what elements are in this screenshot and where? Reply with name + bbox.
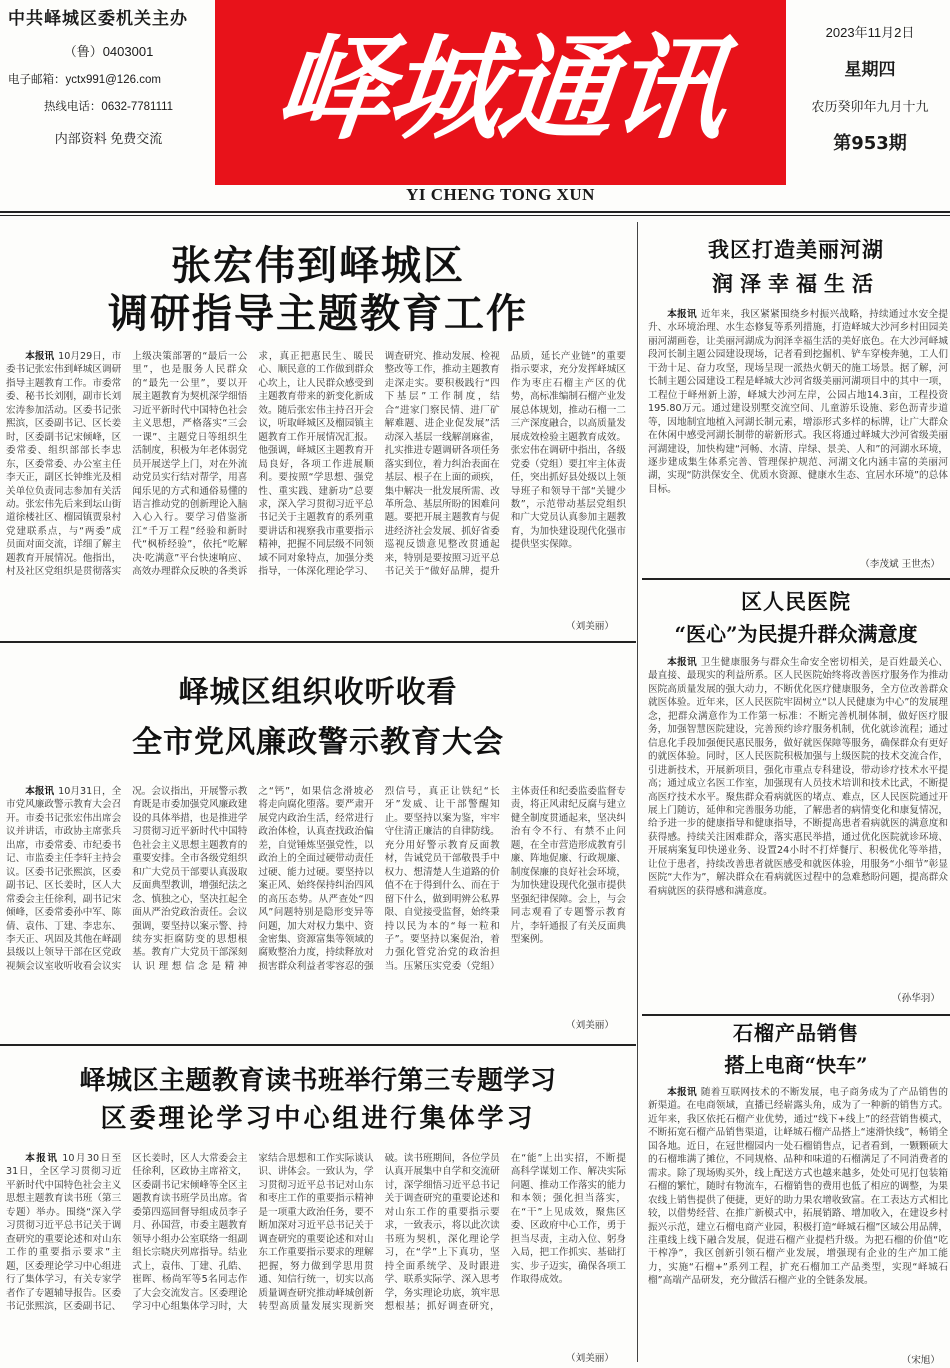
lead-tag: 本报讯 (667, 1087, 697, 1098)
registration-number: （鲁）0403001 (63, 44, 154, 59)
byline: （刘美丽） (566, 1020, 614, 1031)
article-text: 10月30日至31日，全区学习贯彻习近平新时代中国特色社会主义思想主题教育读书班（第三专题）举办。围绕“深入学习贯彻习近平总书记关于调查研究的重要论述和对山东工作的重要指示要求”主题，区委理论学习中心组进行了集体学习，有关专家学者作了专题辅导报告。区委书记张熙滨，区委副书记、区长姜时，区人大常委会主任徐利，区政协主席裕文，区委副书记宋倾峰等全区主题教育读书班学员出席。省委第四巡回督导组成员李子月、孙国营，市委主题教育领导小组办公室联络一组副组长宗晓庆列席指导。结业式上，袁伟、丁建、孔皓、崔晖、杨尚军等5名同志作了大会交流发言。区委理论学习中心组集体学习时，大家结合思想和工作实际谈认识、讲体会。一致认为，学习贯彻习近平总书记对山东和枣庄工作的重要指示精神是一项重大政治任务，要不断加深对习近平总书记关于调查研究的重要论述和对山东工作重要指示要求的理解把握，努力做到学思用贯通、知信行统一，切实以高质量调查研究推动峄城创新转型高质量发展实现新突破。读书班期间，各位学员认真开展集中自学和交流研讨，深学细悟习近平总书记关于调查研究的重要论述和对山东工作的重要指示要求，一致表示，将以此次读书班为契机，深化理论学习，在“学”上下真功，坚持全面系统学、及时跟进学、联系实际学、深入思考学，务实理论功底，筑牢思想根基；抓好调查研究，在“能”上出实招，不断提高科学谋划工作、解决实际问题、推动工作落实的能力和本领；强化担当落实，在“干”上见成效，聚焦区委、区政府中心工作，勇于担当尽责，主动入位、躬身入局，把工作抓实、基础打实、步子迈实，确保各项工作取得成效。 (6, 1153, 626, 1312)
headline-line-2: 区委理论学习中心组进行集体学习 (100, 1104, 536, 1134)
lunar-date: 农历癸卯年九月十九 (811, 100, 929, 115)
headline-line-1: 石榴产品销售 (733, 1021, 859, 1045)
masthead-left-info (0, 0, 213, 185)
headline-line-2: 搭上电商“快车” (724, 1053, 868, 1077)
article-text: 10月29日，市委书记张宏伟到峄城区调研指导主题教育工作。市委常委、秘书长刘刚，副市长刘宏涛参加活动。区委书记张熙滨，区委副书记、区长姜时，区委副书记宋倾峰，区委常委、组织部部长李忠东，区委常委、办公室主任李天正，副区长钟维光及相关单位负责同志参加有关活动。张宏伟先后来到坛山街道徐楼社区、榴园镇贾泉村党建联系点，与“两委”成员面对面交流，详细了解主题教育开展情况。他指出，村及社区党组织是贯彻落实上级决策部署的“最后一公里”，也是服务人民群众的“最先一公里”，要以开展主题教育为契机深学细悟习近平新时代中国特色社会主义思想，严格落实“三会一课”、主题党日等组织生活制度，积极为年老体弱党员开展送学上门，对在外流动党员实行结对帮学，用喜闻乐见的方式和通俗易懂的语言推动党的创新理论入脑入心入行。要学习借鉴浙江“千万工程”经验和新时代“枫桥经验”，依托“吃解决·吃满意”平台快速响应、高效办理群众反映的各类诉求，真正把惠民生、暖民心、顺民意的工作做到群众心坎上，让人民群众感受到主题教育带来的新变化新成效。随后张宏伟主持召开会议，听取峄城区及榴园镇主题教育工作开展情况汇报。他强调，峄城区主题教育开局良好，各项工作进展顺利。要按照“学思想、强党性、重实践、建新功”总要求，深入学习贯彻习近平总书记关于主题教育的系列重要讲话和视察我市重要指示精神，把握不同层级不同领域不同对象特点，加强分类指导，一体深化理论学习、调查研究、推动发展、检视整改等工作，推动主题教育走深走实。要积极践行“四下基层”工作制度，结合“进家门察民情、进厂矿解难题、进企业促发展”活动深入基层一线解剖麻雀，扎实推进专题调研各项任务落实到位，着力纠治表面在基层、根子在上面的顽疾，集中解决一批发展所需、改革所急、基层所盼的困难问题。要把开展主题教育与促进经济社会发展、抓好省委巡视反馈意见整改贯通起来，特别是要按照习近平总书记关于“做好品牌，提升品质，延长产业链”的重要指示要求，充分发挥峄城区作为枣庄石榴主产区的优势，高标准编制石榴产业发展总体规划，推动石榴一二三产深度融合，以高质量发展成效检验主题教育成效。张宏伟在调研中指出，各级党委（党组）要扛牢主体责任，突出抓好县处级以上领导班子和领导干部“关键少数”，示范带动基层党组织和广大党员认真参加主题教育，为加快建设现代化强市提供坚实保障。 (6, 351, 626, 578)
article-text: 10月31日，全市党风廉政警示教育大会召开。市委书记张宏伟出席会议并讲话，市政协主席张兵出席，市委常委、市纪委书记、市监委主任李轩主持会议。区委书记张熙滨，区委副书记、区长姜时，区人大常委会主任徐利，副书记宋倾峰，区委常委孙中军、陈倩、袁伟、丁建、李忠东、李天正、巩固及其他在峄副县级以上领导干部在区党政视频会议室收听收看会议实况。会议指出，开展警示教育既是市委加强党风廉政建设的具体举措，也是推进学习贯彻习近平新时代中国特色社会主义思想主题教育的重要安排。全市各级党组织和广大党员干部要认真汲取反面典型教训，增强纪法之念、慎独之心，坚决扛起全面从严治党政治责任。会议强调，要坚持以案示警、持续夯实拒腐防变的思想根基。教育广大党员干部深刻认识理想信念是精神之“钙”，如果信念滑坡必将走向腐化堕落。要严肃开展党内政治生活，经常进行政治体检，认真查找政治偏差，自觉锤炼坚强党性，以政治上的全面过硬带动责任过硬、能力过硬。要坚持以案正风、始终保持纠治四风的高压态势。从严查处“四风”问题特别是隐形变异等问题，加大对权力集中、资金密集、资源富集等领域的腐败整治力度，持续释放对损害群众利益者零容忍的强烈信号，真正让铁纪“长牙”发威、让干部警醒知止。要坚持以案为鉴，牢牢守住清正廉洁的自律防线。充分用好警示教育反面教材，告诫党员干部敬畏手中权力、想清楚人生道路的价值不在于得到什么、而在于留下什么，做到明辨公私界限、自觉接受监督，始终秉持以民为本的“每一粒和子”。要坚持以案促治，着力强化管党治党的政治担当。压紧压实党委（党组）主体责任和纪委监委监督专责，将正风肃纪反腐与建立健全制度贯通起来，坚决纠治有令不行、有禁不止问题，在全市营造形成教育引廉、阵地促廉、行政规廉、制度保廉的良好社会环境，为加快建设现代化强市提供坚强纪律保障。会上，与会同志观看了专题警示教育片，李轩通报了有关反面典型案例。 (6, 786, 626, 972)
issue-date: 2023年11月2日 (825, 25, 915, 40)
article-zhang-hongwei-visit (0, 218, 636, 638)
byline: （孙华羽） (892, 993, 940, 1004)
article-peoples-hospital (642, 580, 950, 1012)
column-divider (637, 222, 638, 1362)
masthead-rule-thin (0, 215, 950, 216)
issue-number: 第953期 (833, 133, 907, 154)
byline: （刘美丽） (566, 621, 614, 632)
lead-tag: 本报讯 (25, 1153, 59, 1164)
lead-tag: 本报讯 (25, 786, 55, 797)
masthead-rule (0, 211, 950, 213)
weekday: 星期四 (844, 60, 896, 80)
article-warning-education (0, 643, 636, 1043)
masthead (0, 0, 950, 218)
lead-tag: 本报讯 (25, 351, 55, 362)
article-body (648, 1086, 948, 1350)
article-beautiful-rivers (642, 222, 950, 574)
headline-line-2: “医心”为民提升群众满意度 (674, 622, 918, 646)
lead-tag: 本报讯 (667, 309, 697, 320)
article-text: 卫生健康服务与群众生命安全密切相关，是百姓最关心、最直接、最现实的利益所系。区人民医院始终将改善医疗服务作为推动医院高质量发展的强大动力，不断优化医疗健康服务，全方位改善群众就医体验。近年来，区人民医院牢固树立“以人民健康为中心”的发展理念，把群众满意作为工作第一标准：不断完善机制体制，做好医疗服务，加强智慧医院建设，完善预约诊疗服务机制，优化就诊流程；通过信息化手段加强便民惠民服务，做好就医保障等服务，确保群众有更好的就医体验。同时，区人民医院积极加强与上级医院的技术交流合作，引进新技术，开展新项目，强化市重点专科建设，带动诊疗技术水平提高；通过成立名医工作室，加强现有人员技术培训和技术比武，不断提高医疗技术水平。聚焦群众看病就医的堵点、难点，区人民医院通过开展上门随访，延伸和完善服务功能，了解患者的病情变化和康复情况，给予进一步的健康指导和健康指导，不断提高患者看病就医的满意度和获得感。持续关注困难群众，落实惠民举措，通过优化医院就诊环境、开展病案复印快递业务、设置24小时不打烊餐厅、积极优化等举措，让位于患者，持续改善患者就医感受和就医体验，用服务“小细节”彰显医院“大作为”，解决群众在看病就医过程中的急难愁盼问题，提高群众看病就医的获得感和满意度。 (648, 657, 948, 897)
internal-note: 内部资料 免费交流 (54, 131, 163, 146)
article-body (648, 656, 948, 990)
organizer: 中共峄城区委机关主办 (8, 9, 188, 29)
email-line: 电子邮箱：yctx991@126.com (8, 74, 161, 86)
article-body (648, 308, 948, 558)
masthead-brand-panel (215, 0, 786, 185)
headline-line-1: 张宏伟到峄城区 (171, 243, 465, 289)
byline: （宋旭） (901, 1355, 940, 1366)
hotline: 热线电话：0632-7781111 (43, 101, 174, 113)
newspaper-logo: 峄城通讯 (269, 21, 732, 155)
article-pomegranate-ecommerce (642, 1016, 950, 1368)
headline-line-1: 峄城区组织收听收看 (178, 675, 458, 710)
article-body (6, 350, 626, 628)
headline-line-1: 区人民医院 (741, 589, 851, 614)
article-text: 随着互联网技术的不断发展，电子商务成为了产品销售的新渠道。在电商领域，直播已经崭露头角，成为了一种新的销售方式。近年来，我区依托石榴产业优势，通过“线下+线上”的经营销售模式，不断拓宽石榴产品销售渠道，让峄城石榴产品搭上“速滑快线”，畅销全国各地。近日，在冠世榴园内一处石榴销售点，记者看到，一颗颗硕大的石榴堆满了摊位，不同规格、品种和味道的石榴满足了不同消费者的需求。除了现场购买外，线上配送方式也越来越多，处处可见打包装箱石榴的繁忙，随时有物流车，石榴销售的费用也低了相应的调整，为果农线上销售提供了便捷，更好的助力果农增收致富。在工表达方式相比较，以借势经营、在推广新模式中，拓展销路、增加收入，在建设乡村振兴示范，建立石榴电商产业园，积极打造“峄城石榴”区域公用品牌，注重线上线下融合发展，促进石榴产业提档升级。为把石榴的价值“吃干榨净”，我区创新引领石榴产业发展，增强现有企业的生产加工能力，实施“石榴+”系列工程，扩充石榴加工产品类型，实现“峄城石榴”高端产品研发，充分做活石榴产业的全链条发展。 (648, 1087, 948, 1287)
byline: （李茂斌 王世杰） (860, 559, 940, 570)
byline: （刘美丽） (566, 1353, 614, 1364)
headline-line-2: 调研指导主题教育工作 (108, 291, 528, 337)
headline-line-2: 润泽幸福生活 (712, 271, 880, 296)
headline-line-1: 我区打造美丽河湖 (708, 237, 884, 262)
headline-line-2: 全市党风廉政警示教育大会 (132, 725, 504, 760)
newspaper-pinyin: YI CHENG TONG XUN (406, 185, 595, 204)
article-body (6, 1152, 626, 1354)
masthead-date-info (790, 0, 950, 185)
lead-tag: 本报讯 (667, 657, 697, 668)
article-text: 近年来，我区紧紧围绕乡村振兴战略，持续通过水安全提升、水环境治理、水生态修复等系列措施，打造峄城大沙河乡村田园美丽河湖画卷，让美丽河湖成为润泽幸福生活的美好底色。在大沙河峄城段河长制主题公园建设现场，记者看到挖掘机、铲车穿梭奔驰，工人们干劲十足、奋力攻坚，现场呈现一派热火朝天的施工场景。据了解，河长制主题公园建设工程是峄城大沙河省级美丽河湖项目中的其中一项，工程位于峄州新上游，峄城大沙河左岸，公园占地14.3亩，工程投资195.80万元。通过建设别墅交流空间、儿童游乐设施、彩色沥青步道等，因地制宜地植入河湖长制元素，增添形式多样的标牌，让广大群众在休闲中感受河湖长制带的崭新形式。我区将通过峄城大沙河省级美丽河湖建设，加快构建“河畅、水清、岸绿、景美、人和”的河湖水环境，逐步建成集生体系完善、管理保护规范、河湖文化内涵丰富的美丽河湖，实现“防洪保安全、优质水资源、健康水生态、宜居水环境”的总体目标。 (648, 309, 948, 495)
article-reading-class (0, 1046, 636, 1366)
article-body (6, 785, 626, 1027)
headline-line-1: 峄城区主题教育读书班举行第三专题学习 (79, 1066, 557, 1096)
